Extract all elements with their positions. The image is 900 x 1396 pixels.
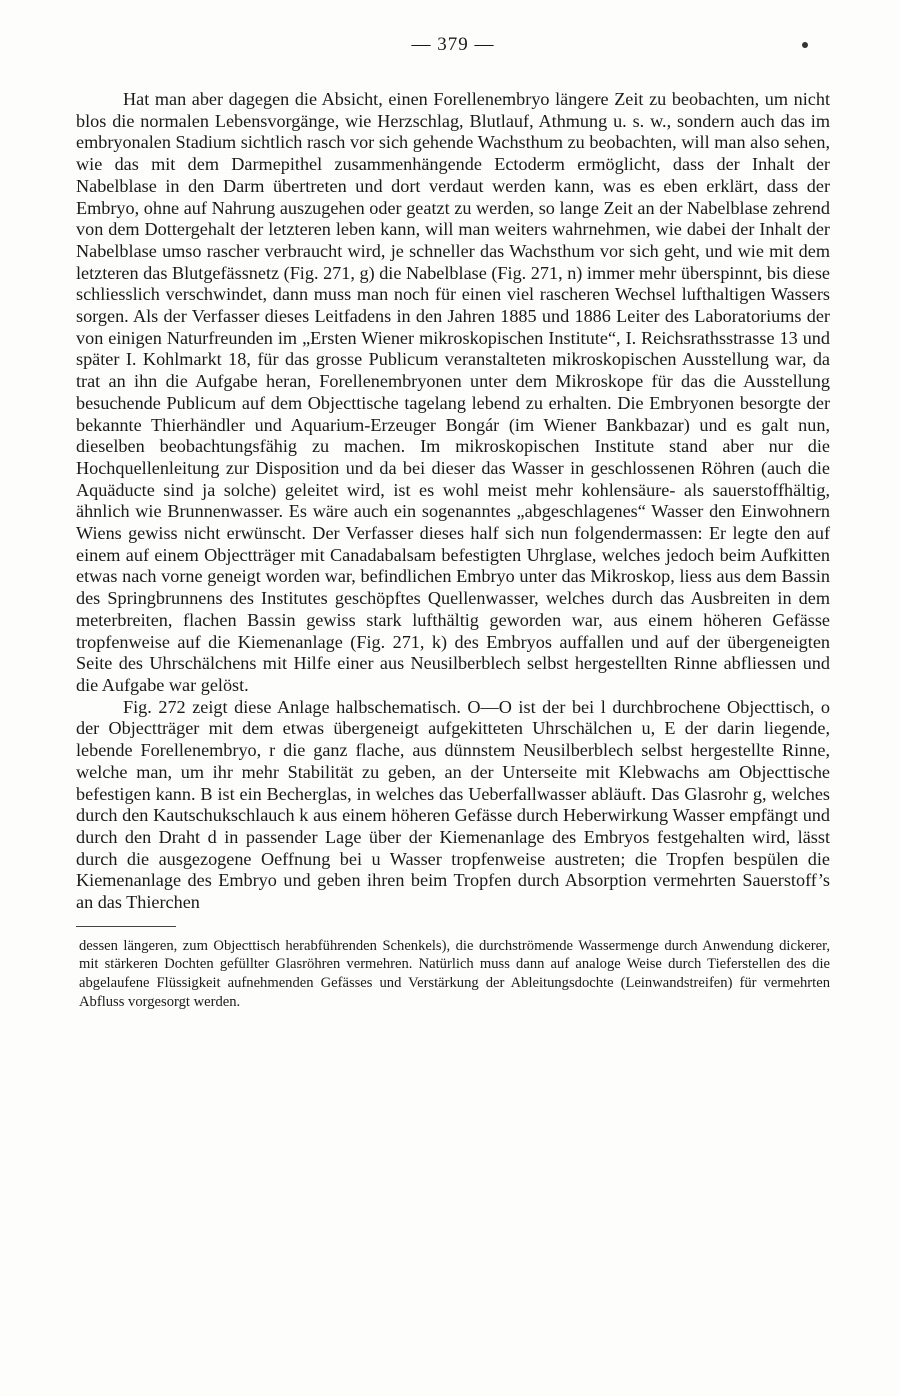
document-page	[76, 30, 830, 1370]
body-text	[76, 89, 830, 914]
paragraph-2: Fig. 272 zeigt diese Anlage halbschematisch. O—O ist der bei l durchbrochene Objecttisch, o der Objectträger mit dem etwas übergeneigt aufgekitteten Uhrschälchen u, E der darin liegende, lebende Forellenembryo, r die ganz flache, aus dünnstem Neusilberblech selbst hergestellte Rinne, welche man, um ihr mehr Stabilität zu geben, an der Unterseite mit Klebwachs am Objecttische befestigen kann. B ist ein Becherglas, in welches das Ueberfallwasser abläuft. Das Glasrohr g, welches durch den Kautschukschlauch k aus einem höheren Gefässe durch Heberwirkung Wasser empfängt und durch den Draht d in passender Lage über der Kiemenanlage des Embryos festgehalten wird, lässt durch die ausgezogene Oeffnung bei u Wasser tropfenweise austreten; die Tropfen bespülen die Kiemenanlage des Embryo und geben ihren beim Tropfen durch Absorption vermehrten Sauerstoff’s an das Thierchen	[76, 696, 830, 913]
paragraph-1: Hat man aber dagegen die Absicht, einen Forellenembryo längere Zeit zu beobachten, um nicht blos die normalen Lebensvorgänge, wie Herzschlag, Blutlauf, Athmung u. s. w., sondern auch das im embryonalen Stadium sichtlich rasch vor sich gehende Wachsthum zu beobachten, will man also sehen, wie das mit dem Darmepithel zusammenhängende Ectoderm ermöglicht, dass der Inhalt der Nabelblase in den Darm übertreten und dort verdaut werden kann, was es eben erklärt, dass der Embryo, ohne auf Nahrung auszugehen oder geatzt zu werden, so lange Zeit an der Nabelblase zehrend von dem Dottergehalt der letzteren leben kann, will man weiters wahrnehmen, wie dabei der Inhalt der Nabelblase umso rascher verbraucht wird, je schneller das Wachsthum vor sich geht, und wie mit dem letzteren das Blutgefässnetz (Fig. 271, g) die Nabelblase (Fig. 271, n) immer mehr überspinnt, bis diese schliesslich verschwindet, dann muss man noch für einen viel rascheren Wechsel lufthaltigen Wassers sorgen. Als der Verfasser dieses Leitfadens in den Jahren 1885 und 1886 Leiter des Laboratoriums der von einigen Naturfreunden im „Ersten Wiener mikroskopischen Institute“, I. Reichsrathsstrasse 13 und später I. Kohlmarkt 18, für das grosse Publicum veranstalteten mikroskopischen Ausstellung war, da trat an ihn die Aufgabe heran, Forellenembryonen unter dem Mikroskope für das die Ausstellung besuchende Publicum auf dem Objecttische tagelang lebend zu erhalten. Die Embryonen besorgte der bekannte Thierhändler und Aquarium-Erzeuger Bongár (im Wiener Bankbazar) und es galt nun, dieselben beobachtungsfähig zu machen. Im mikroskopischen Institute stand aber nur die Hochquellenleitung zur Disposition und da bei dieser das Wasser in geschlossenen Röhren (auch die Aquäducte sind ja solche) geleitet wird, ist es wohl meist mehr kohlensäure- als sauerstoffhältig, ähnlich wie Brunnenwasser. Es wäre auch ein sogenanntes „abgeschlagenes“ Wasser den Einwohnern Wiens gewiss nicht erwünscht. Der Verfasser dieses half sich nun folgendermassen: Er legte den auf einem auf einem Objectträger mit Canadabalsam befestigten Uhrglase, welches jedoch beim Aufkitten etwas nach vorne geneigt worden war, befindlichen Embryo unter das Mikroskop, liess aus dem Bassin des Springbrunnens des Institutes geschöpftes Quellenwasser, welches durch das Ausbreiten in dem meterbreiten, flachen Bassin gewiss stark lufthältig geworden war, aus einem höheren Gefässe tropfenweise auf die Kiemenanlage (Fig. 271, k) des Embryos auffallen und auf der übergeneigten Seite des Uhrschälchens mit Hilfe einer aus Neusilberblech selbst hergestellten Rinne abfliessen und die Aufgabe war gelöst.	[76, 89, 830, 695]
page-number: — 379 —	[411, 34, 495, 55]
ink-dot	[802, 42, 808, 48]
footnote: dessen längeren, zum Objecttisch herabführenden Schenkels), die durchströmende Wassermenge durch Anwendung dickerer, mit stärkeren Dochten gefüllter Glasröhren vermehren. Natürlich muss dann auf analoge Weise durch Tieferstellen des die abgelaufene Flüssigkeit aufnehmenden Gefässes und Verstärkung der Ableitungsdochte (Leinwandstreifen) für vermehrten Abfluss vorgesorgt werden.	[79, 937, 830, 1010]
footnote-rule	[76, 926, 176, 927]
